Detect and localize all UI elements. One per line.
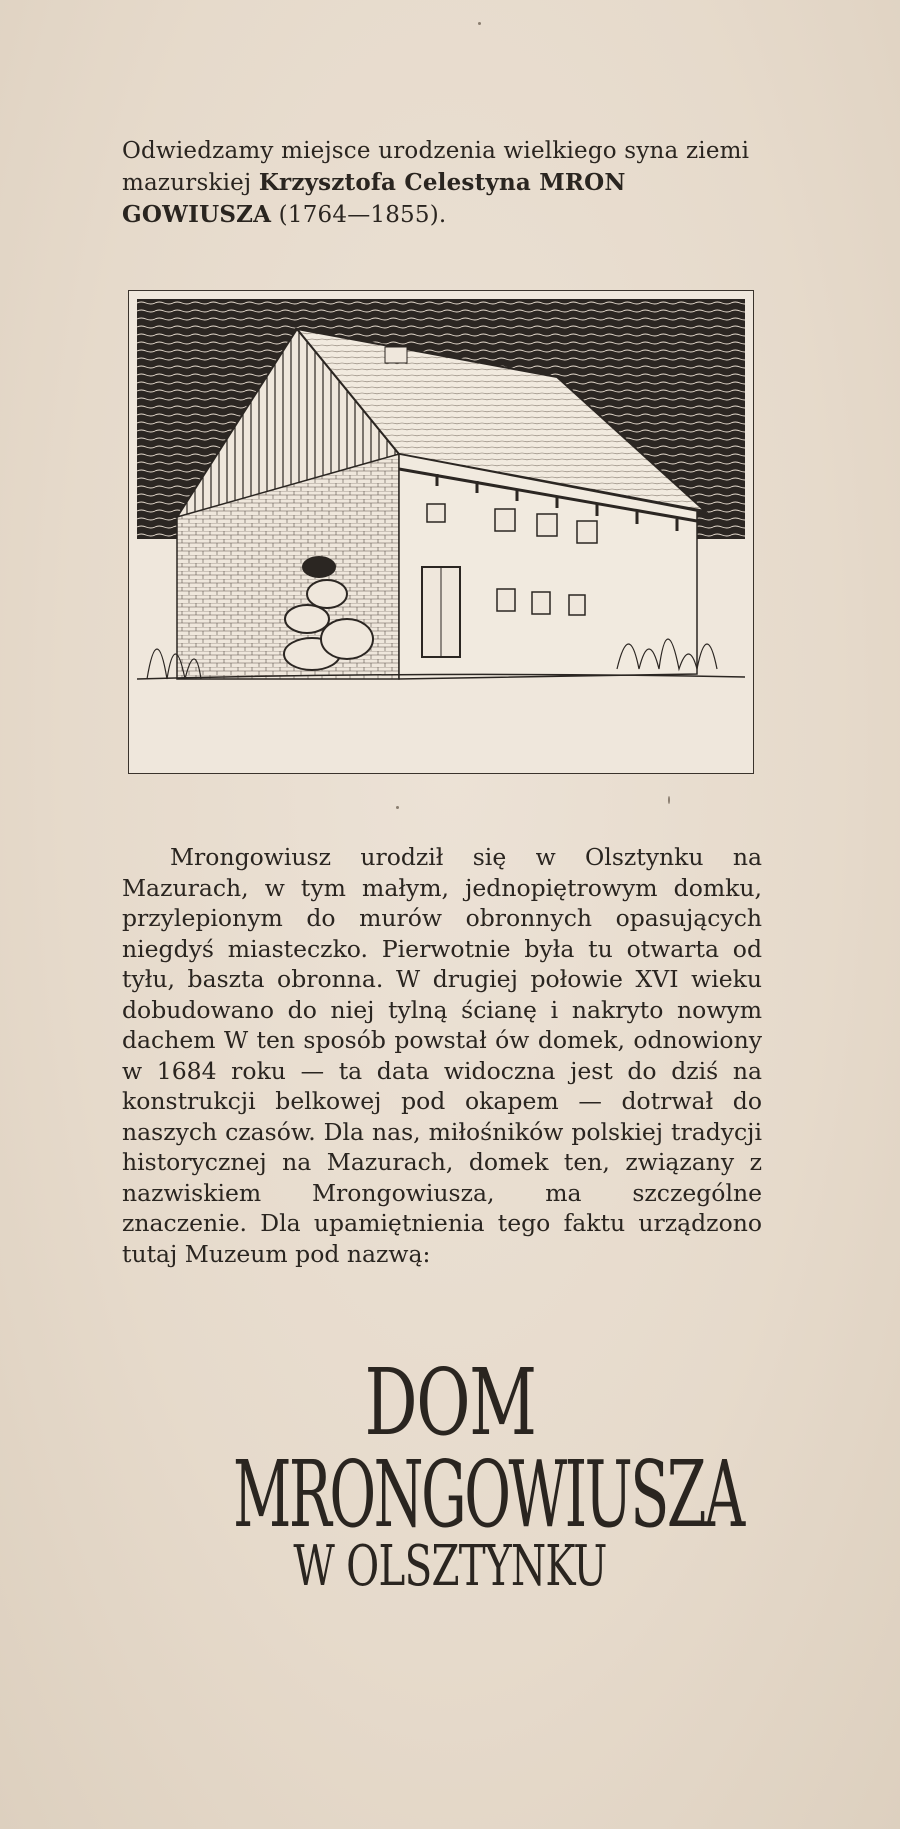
intro-paragraph [122, 136, 762, 231]
body-paragraph: Mrongowiusz urodził się w Olsztynku na Mazurach, w tym małym, jednopiętrowym domku, przylepionym do murów obronnych opasujących niegdyś miasteczko. Pierwotnie była tu otwarta od tyłu, baszta obronna. W drugiej połowie XVI wieku dobudowano do niej tylną ścianę i nakryto nowym dachem W ten sposób powstał ów domek, odnowiony w 1684 roku — ta data widoczna jest do dziś na konstrukcji belkowej pod okapem — dotrwał do naszych czasów. Dla nas, miłośników polskiej tradycji historycznej na Mazurach, domek ten, związany z nazwiskiem Mrongowiusza, ma szczególne znaczenie. Dla upamiętnienia tego faktu urządzono tutaj Muzeum pod nazwą: [122, 843, 762, 1268]
intro-text: Odwiedzamy miejsce urodzenia wielkiego syna ziemi mazurskiej [122, 138, 750, 196]
house-illustration [128, 290, 754, 774]
paper-speck [396, 806, 399, 809]
museum-title [100, 1349, 800, 1599]
paper-speck [478, 22, 481, 25]
intro-name: Krzysztofa Celestyna MRON GOWIUSZA [122, 169, 626, 228]
title-line-1: DOM [364, 1349, 536, 1456]
title-line-3: W OLSZTYNKU [293, 1534, 607, 1599]
intro-dates: (1764—1855). [271, 202, 447, 228]
paper-speck [668, 796, 670, 804]
house-engraving-image [137, 299, 745, 765]
title-line-2: MRONGOWIUSZA [233, 1441, 743, 1548]
